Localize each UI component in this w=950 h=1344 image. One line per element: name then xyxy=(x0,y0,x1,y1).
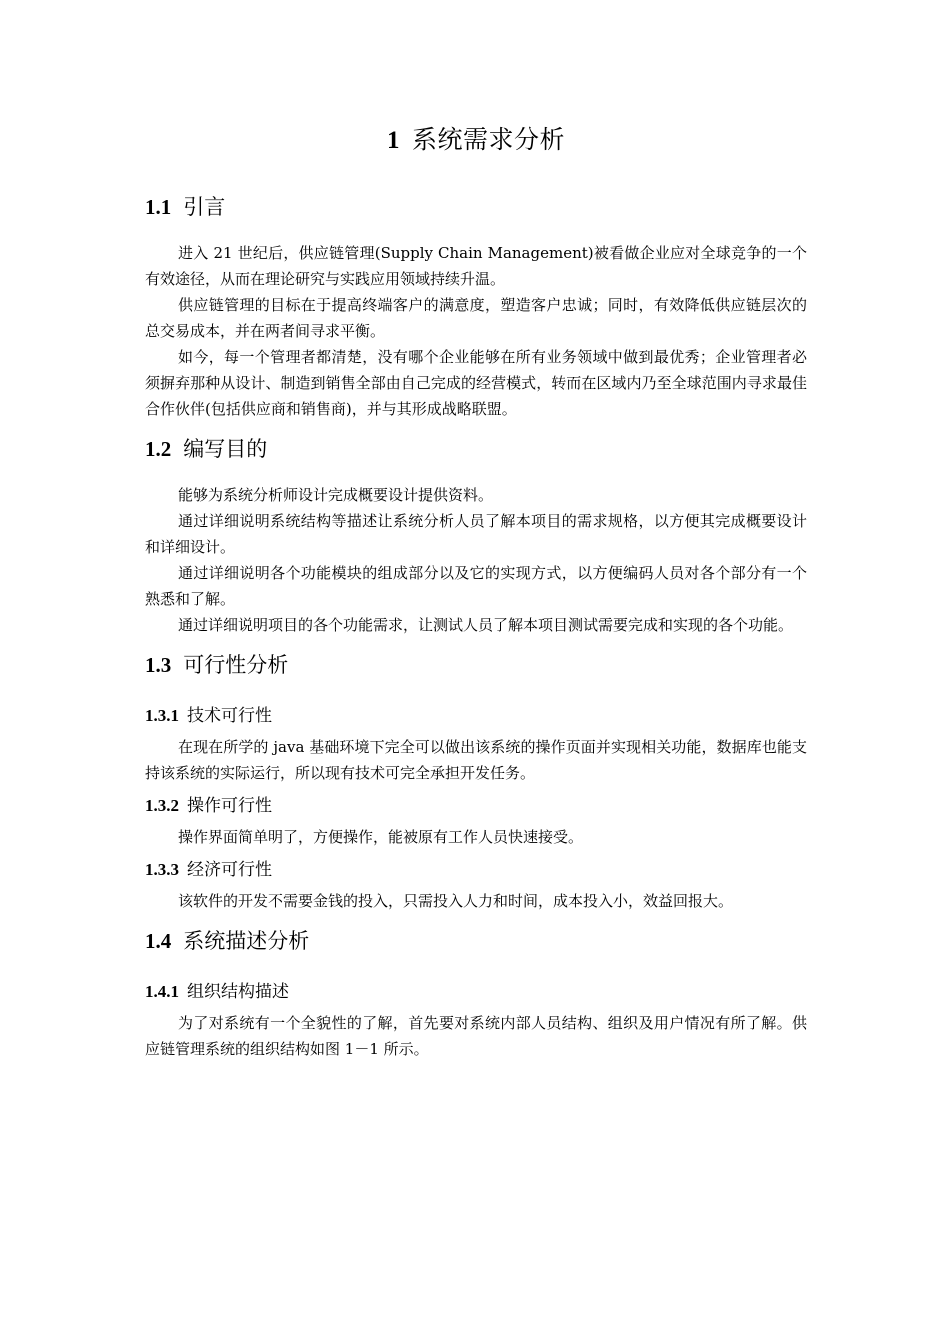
subsection-heading-1-4-1 xyxy=(145,978,807,1006)
subsection-title: 组织结构描述 xyxy=(187,982,289,1002)
paragraph: 通过详细说明系统结构等描述让系统分析人员了解本项目的需求规格，以方便其完成概要设计和详细设计。 xyxy=(145,512,807,556)
section-number: 1.4 xyxy=(145,929,172,953)
section-title: 编写目的 xyxy=(183,437,268,461)
paragraph: 通过详细说明项目的各个功能需求，让测试人员了解本项目测试需要完成和实现的各个功能。 xyxy=(178,616,794,634)
paragraph: 供应链管理的目标在于提高终端客户的满意度，塑造客户忠诚；同时，有效降低供应链层次的总交易成本，并在两者间寻求平衡。 xyxy=(145,296,807,340)
subsection-number: 1.3.2 xyxy=(145,796,179,815)
document-page xyxy=(145,110,807,1062)
chapter-title-text: 系统需求分析 xyxy=(411,125,565,154)
paragraph: 如今，每一个管理者都清楚，没有哪个企业能够在所有业务领域中做到最优秀；企业管理者必须摒弃那种从设计、制造到销售全部由自己完成的经营模式，转而在区域内乃至全球范围内寻求最佳合作伙伴(包括供应商和销售商)，并与其形成战略联盟。 xyxy=(145,348,807,418)
section-title: 系统描述分析 xyxy=(183,929,310,953)
subsection-heading-1-3-1 xyxy=(145,702,807,730)
section-heading-1-3 xyxy=(145,650,807,680)
subsection-number: 1.4.1 xyxy=(145,982,179,1001)
subsection-title: 技术可行性 xyxy=(187,706,272,726)
paragraph: 通过详细说明各个功能模块的组成部分以及它的实现方式，以方便编码人员对各个部分有一个熟悉和了解。 xyxy=(145,564,807,608)
section-number: 1.2 xyxy=(145,437,172,461)
paragraph: 在现在所学的 java 基础环境下完全可以做出该系统的操作页面并实现相关功能，数据库也能支持该系统的实际运行，所以现有技术可完全承担开发任务。 xyxy=(145,738,807,782)
section-heading-1-1 xyxy=(145,192,807,222)
subsection-title: 经济可行性 xyxy=(187,860,272,880)
section-number: 1.3 xyxy=(145,653,172,677)
subsection-heading-1-3-2 xyxy=(145,792,807,820)
chapter-title xyxy=(145,120,807,156)
section-title: 引言 xyxy=(183,195,226,219)
paragraph: 该软件的开发不需要金钱的投入，只需投入人力和时间，成本投入小，效益回报大。 xyxy=(178,892,734,910)
section-heading-1-4 xyxy=(145,926,807,956)
paragraph: 能够为系统分析师设计完成概要设计提供资料。 xyxy=(178,486,494,504)
subsection-heading-1-3-3 xyxy=(145,856,807,884)
paragraph: 为了对系统有一个全貌性的了解，首先要对系统内部人员结构、组织及用户情况有所了解。供应链管理系统的组织结构如图 1－1 所示。 xyxy=(145,1014,807,1058)
paragraph: 进入 21 世纪后，供应链管理(Supply Chain Management)被看做企业应对全球竞争的一个有效途径，从而在理论研究与实践应用领域持续升温。 xyxy=(145,244,807,288)
section-title: 可行性分析 xyxy=(183,653,289,677)
subsection-number: 1.3.1 xyxy=(145,706,179,725)
paragraph: 操作界面简单明了，方便操作，能被原有工作人员快速接受。 xyxy=(178,828,584,846)
section-heading-1-2 xyxy=(145,434,807,464)
chapter-number: 1 xyxy=(386,127,400,154)
subsection-number: 1.3.3 xyxy=(145,860,179,879)
subsection-title: 操作可行性 xyxy=(187,796,272,816)
section-number: 1.1 xyxy=(145,195,172,219)
